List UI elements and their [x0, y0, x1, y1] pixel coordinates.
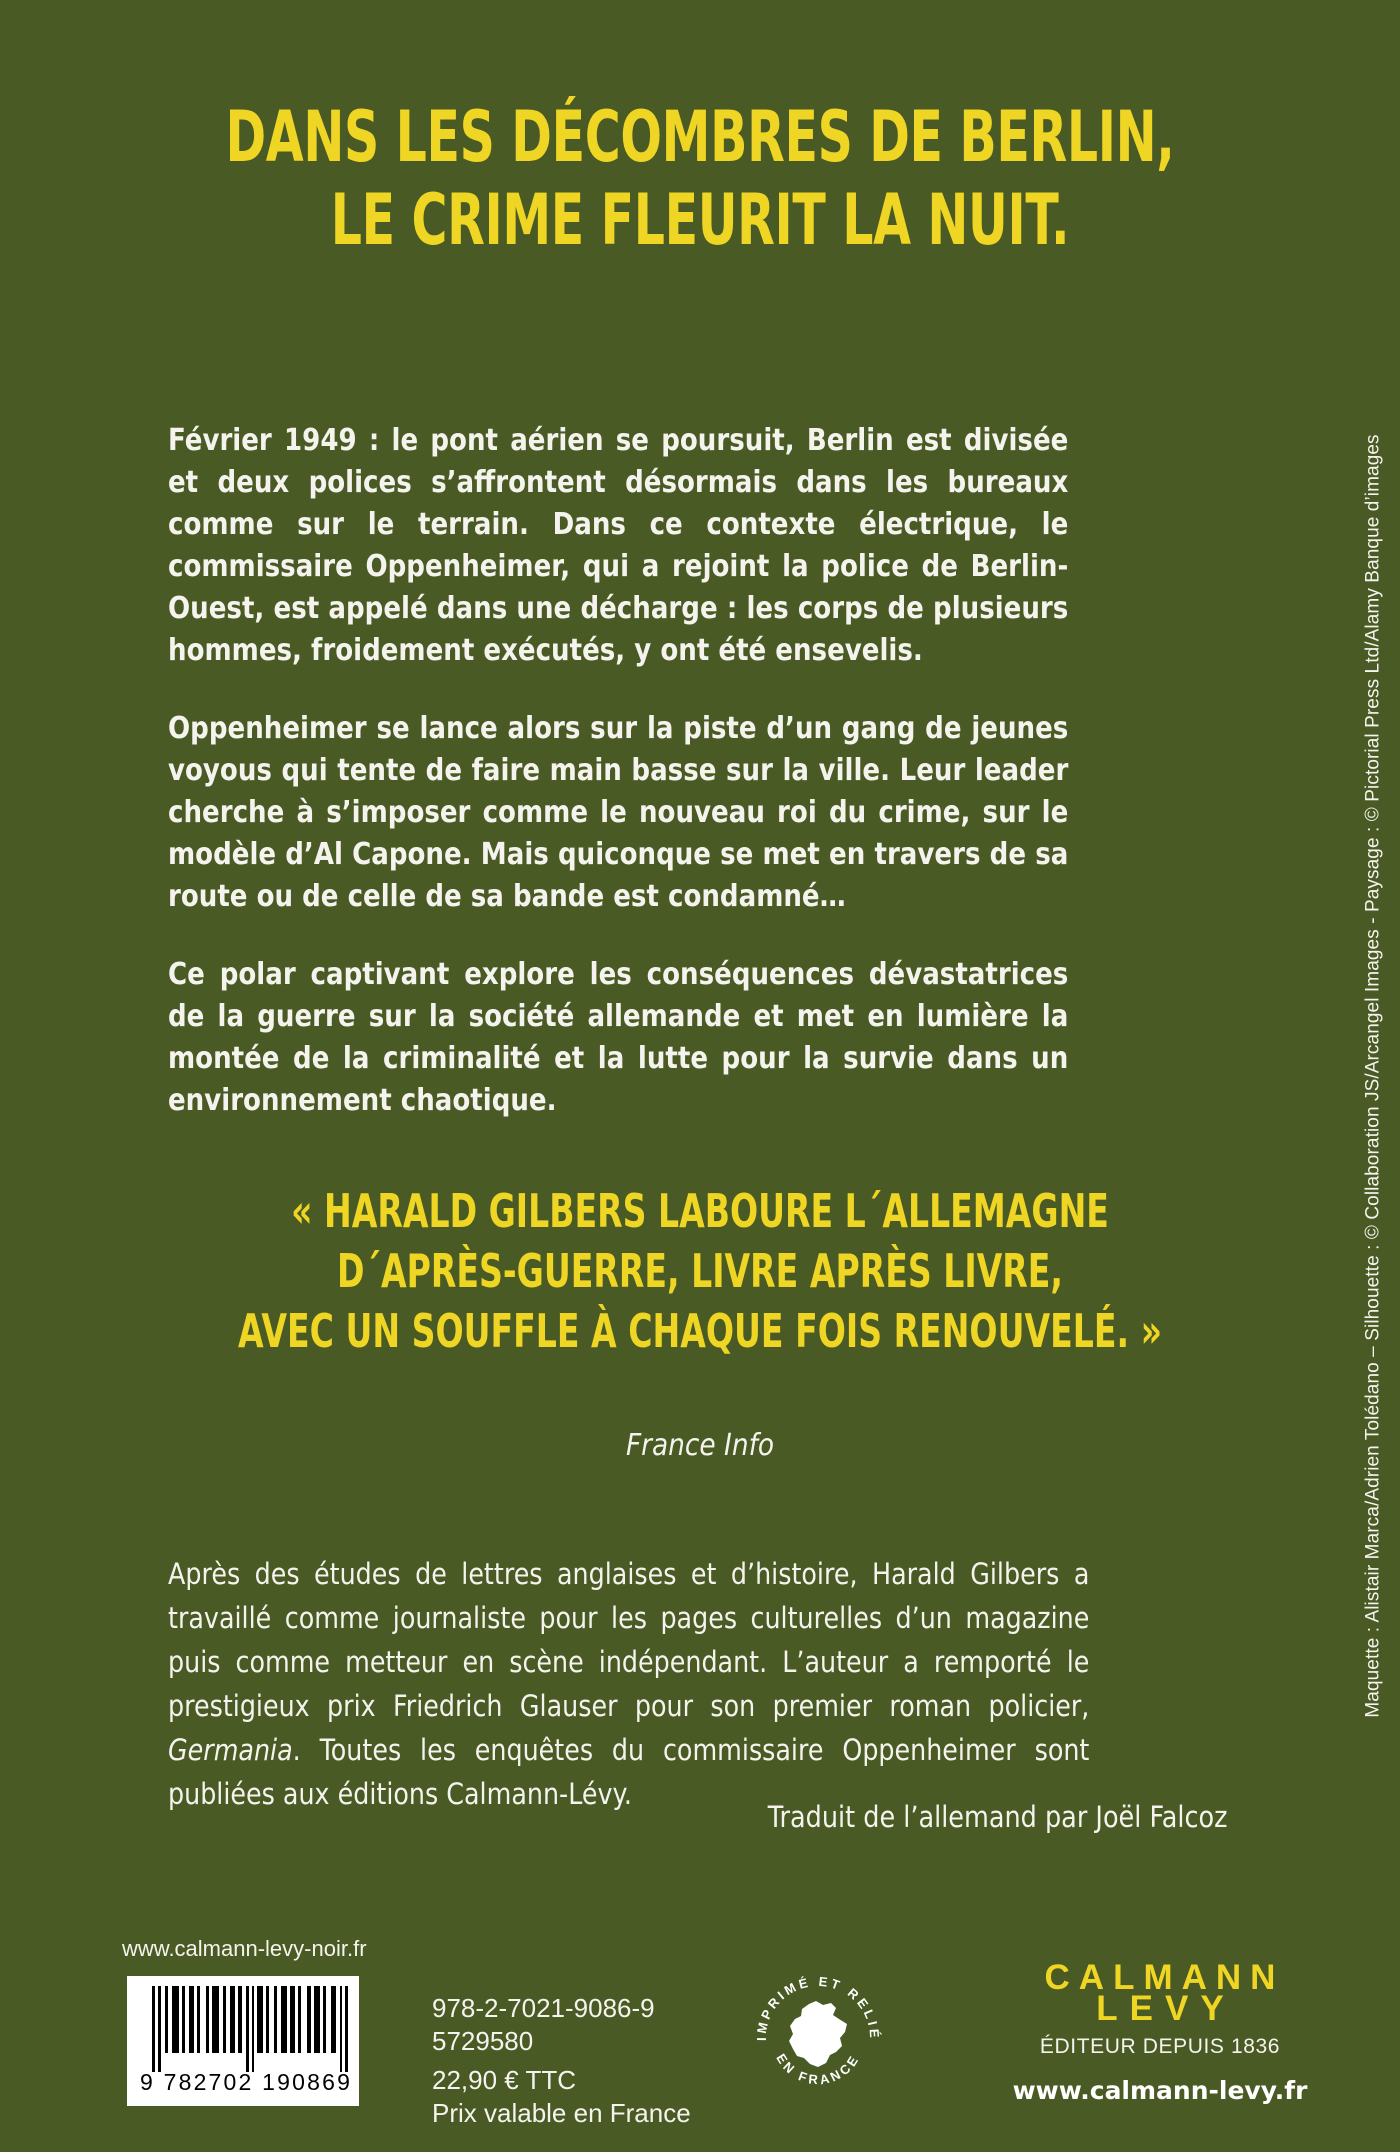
headline-line-2: LE CRIME FLEURIT LA NUIT. — [330, 178, 1070, 261]
barcode-bars — [152, 1986, 348, 2072]
author-bio — [168, 1552, 1089, 1816]
barcode-number: 9 782702 190869 — [140, 2069, 353, 2095]
pull-quote-source: France Info — [625, 1428, 775, 1463]
bio-text-end: . Toutes les enquêtes du commissaire Oppenheimer sont publiées aux éditions Calmann-Lévy. — [168, 1733, 1090, 1811]
headline — [210, 96, 1190, 261]
isbn-number: 978-2-7021-9086-9 — [432, 1993, 655, 2023]
bio-text-start: Après des études de lettres anglaises et d’histoire, Harald Gilbers a travaillé comme journaliste pour les pages culturelles d’un magazine puis comme metteur en scène indépendant. L’auteur a remporté le prestigieux prix Friedrich Glauser pour son premier roman policier, — [168, 1557, 1090, 1723]
headline-line-1: DANS LES DÉCOMBRES DE BERLIN, — [225, 96, 1175, 178]
pull-quote-line-1: « HARALD GILBERS LABOURE L´ALLEMAGNE — [291, 1184, 1109, 1238]
reference-number: 5729580 — [432, 2026, 534, 2056]
synopsis-paragraph-3: Ce polar captivant explore les conséquences dévastatrices de la guerre sur la société allemande et met en lumière la montée de la criminalité et la lutte pour la survie dans un environnement chaotique. — [168, 957, 1069, 1118]
pull-quote-line-2: D´APRÈS-GUERRE, LIVRE APRÈS LIVRE, — [336, 1243, 1064, 1298]
price-block — [432, 2064, 691, 2130]
price-value: 22,90 € TTC — [432, 2065, 577, 2095]
translator-credit: Traduit de l’allemand par Joël Falcoz — [768, 1800, 1228, 1834]
france-map-icon — [789, 2001, 847, 2067]
publisher-website[interactable]: www.calmann-levy.fr — [1012, 2076, 1308, 2105]
image-credits — [1354, 0, 1394, 2152]
imprint-website[interactable]: www.calmann-levy-noir.fr — [122, 1936, 367, 1961]
pull-quote — [196, 1182, 1204, 1361]
barcode — [127, 1976, 359, 2106]
synopsis-paragraph-1: Février 1949 : le pont aérien se poursuit, Berlin est divisée et deux polices s’affrontent désormais dans les bureaux comme sur le terrain. Dans ce contexte électrique, le commissaire Oppenheimer, qui a rejoint la police de Berlin-Ouest, est appelé dans une décharge : les corps de plusieurs hommes, froidement exécutés, y ont été ensevelis. — [168, 423, 1069, 668]
author-bio-text — [168, 1552, 1089, 1816]
synopsis-paragraph-2: Oppenheimer se lance alors sur la piste d’un gang de jeunes voyous qui tente de faire main basse sur la ville. Leur leader cherche à s’imposer comme le nouveau roi du crime, sur le modèle d’Al Capone. Mais quiconque se met en travers de sa route ou de celle de sa bande est condamné… — [168, 711, 1069, 914]
pull-quote-line-3: AVEC UN SOUFFLE À CHAQUE FOIS RENOUVELÉ. » — [238, 1303, 1162, 1358]
made-in-france-stamp — [752, 1972, 884, 2104]
isbn-block — [432, 1992, 655, 2058]
publisher-tagline: ÉDITEUR DEPUIS 1836 — [1039, 2035, 1281, 2058]
svg-text:EN FRANCE: EN FRANCE — [773, 2051, 863, 2088]
publisher-logo — [1000, 1958, 1320, 2105]
image-credits-text: Maquette : Alistair Marca/Adrien Tolédano – Silhouette : © Collaboration JS/Arcangel Images - Paysage : © Pictorial Press Ltd/Alamy Banque d’images — [1363, 434, 1384, 1718]
svg-text:IMPRIMÉ ET RELIÉ: IMPRIMÉ ET RELIÉ — [753, 1973, 883, 2042]
publisher-name-line1: CALMANN — [1044, 1958, 1285, 1997]
price-note: Prix valable en France — [432, 2098, 691, 2128]
bio-book-title: Germania — [168, 1733, 293, 1767]
publisher-name-line2: LEVY — [1096, 1989, 1236, 2028]
synopsis — [168, 420, 1068, 1122]
